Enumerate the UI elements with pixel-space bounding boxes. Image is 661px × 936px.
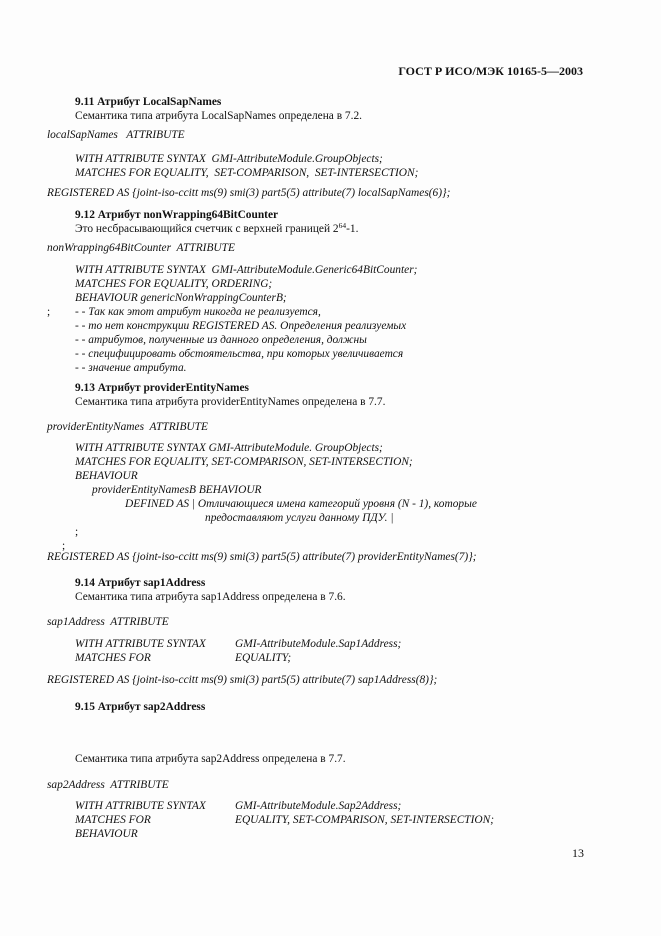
section-heading-9-12: 9.12 Атрибут nonWrapping64BitCounter	[75, 209, 279, 221]
code-line: MATCHES FOR EQUALITY, SET-COMPARISON, SET-INTERSECTION;	[75, 167, 419, 179]
code-comment: - - Так как этот атрибут никогда не реализуется,	[75, 306, 321, 318]
section-heading-9-15: 9.15 Атрибут sap2Address	[75, 701, 206, 713]
section-semantics-9-12	[75, 222, 358, 236]
attribute-declaration: sap1Address ATTRIBUTE	[47, 616, 169, 628]
code-line: DEFINED AS | Отличающиеся имена категорий уровня (N - 1), которые	[125, 498, 477, 510]
code-line: providerEntityNamesB BEHAVIOUR	[92, 484, 262, 496]
attribute-declaration: localSapNames ATTRIBUTE	[47, 129, 185, 141]
code-comment: - - значение атрибута.	[75, 362, 187, 374]
registered-as-line: REGISTERED AS {joint-iso-ccitt ms(9) smi(3) part5(5) attribute(7) localSapNames(6)};	[47, 187, 451, 199]
code-line: WITH ATTRIBUTE SYNTAX GMI-AttributeModule.GroupObjects;	[75, 153, 383, 165]
section-semantics-9-15: Семантика типа атрибута sap2Address определена в 7.7.	[75, 753, 346, 765]
code-line: BEHAVIOUR genericNonWrappingCounterB;	[75, 292, 287, 304]
page-number: 13	[572, 846, 584, 860]
page-header-title: ГОСТ Р ИСО/МЭК 10165-5—2003	[398, 64, 583, 78]
code-line-value: EQUALITY;	[235, 652, 292, 664]
code-comment: - - специфицировать обстоятельства, при которых увеличивается	[75, 348, 404, 360]
registered-as-line: REGISTERED AS {joint-iso-ccitt ms(9) smi(3) part5(5) attribute(7) sap1Address(8)};	[47, 674, 438, 686]
attribute-declaration: sap2Address ATTRIBUTE	[47, 779, 169, 791]
section-semantics-9-13: Семантика типа атрибута providerEntityNames определена в 7.7.	[75, 396, 386, 408]
section-heading-9-13: 9.13 Атрибут providerEntityNames	[75, 382, 249, 394]
code-line: MATCHES FOR EQUALITY, SET-COMPARISON, SET-INTERSECTION;	[75, 456, 413, 468]
registered-as-line: REGISTERED AS {joint-iso-ccitt ms(9) smi(3) part5(5) attribute(7) providerEntityNames(7)};	[47, 551, 477, 563]
code-line-value: GMI-AttributeModule.Sap2Address;	[235, 800, 402, 812]
superscript-exponent: 64	[338, 221, 347, 230]
code-line: MATCHES FOR EQUALITY, ORDERING;	[75, 278, 273, 290]
section-semantics-9-14: Семантика типа атрибута sap1Address определена в 7.6.	[75, 591, 346, 603]
code-line: WITH ATTRIBUTE SYNTAX GMI-AttributeModule. GroupObjects;	[75, 442, 383, 454]
semantics-text-end: -1.	[346, 223, 359, 235]
code-semicolon: ;	[75, 526, 79, 538]
code-semicolon: ;	[62, 540, 66, 552]
code-line: MATCHES FOR	[75, 814, 151, 826]
code-line: WITH ATTRIBUTE SYNTAX	[75, 638, 206, 650]
code-comment: - - атрибутов, полученные из данного определения, должны	[75, 334, 367, 346]
section-heading-9-14: 9.14 Атрибут sap1Address	[75, 577, 206, 589]
section-semantics-9-11: Семантика типа атрибута LocalSapNames определена в 7.2.	[75, 110, 363, 122]
attribute-declaration: providerEntityNames ATTRIBUTE	[47, 421, 208, 433]
semantics-text: Это несбрасывающийся счетчик с верхней границей 2	[75, 223, 339, 235]
code-line-value: EQUALITY, SET-COMPARISON, SET-INTERSECTION;	[235, 814, 495, 826]
code-line: MATCHES FOR	[75, 652, 151, 664]
code-comment: - - то нет конструкции REGISTERED AS. Определения реализуемых	[75, 320, 407, 332]
section-heading-9-11: 9.11 Атрибут LocalSapNames	[75, 96, 222, 108]
code-line: BEHAVIOUR	[75, 828, 138, 840]
code-semicolon: ;	[47, 306, 51, 318]
code-line: BEHAVIOUR	[75, 470, 138, 482]
attribute-declaration: nonWrapping64BitCounter ATTRIBUTE	[47, 242, 235, 254]
code-line-value: GMI-AttributeModule.Sap1Address;	[235, 638, 402, 650]
code-line: WITH ATTRIBUTE SYNTAX GMI-AttributeModule.Generic64BitCounter;	[75, 264, 418, 276]
code-line: предоставляют услуги данному ПДУ. |	[205, 512, 394, 524]
code-line: WITH ATTRIBUTE SYNTAX	[75, 800, 206, 812]
